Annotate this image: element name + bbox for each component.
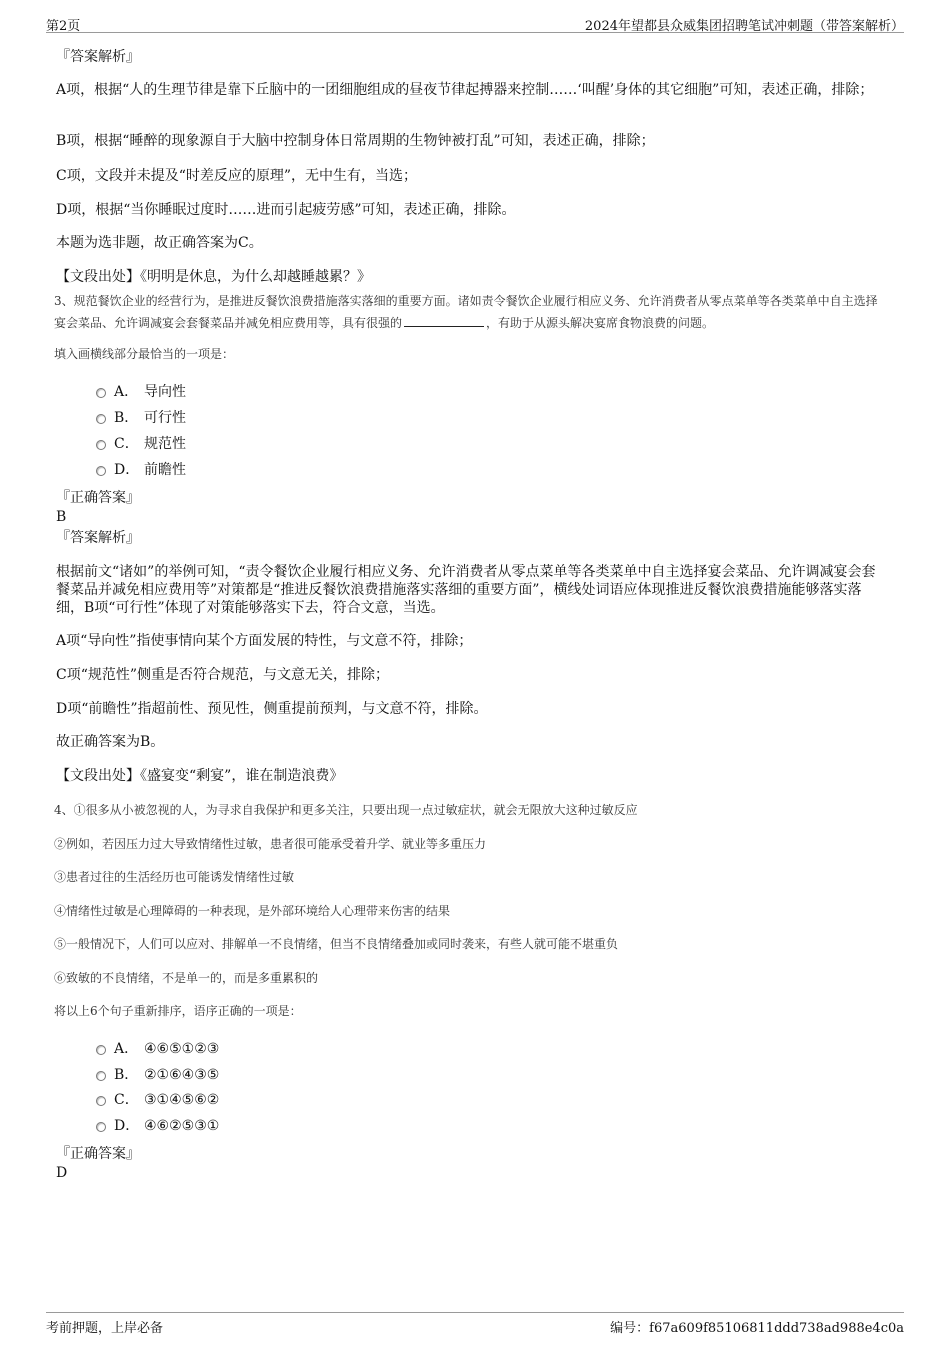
q4-sentence-1: 4、①很多从小被忽视的人，为寻求自我保护和更多关注，只要出现一点过敏症状，就会无限放大这种过敏反应 xyxy=(54,803,638,817)
option-text: ②①⑥④③⑤ xyxy=(144,1067,220,1083)
q3-conclusion: 故正确答案为B。 xyxy=(56,734,165,750)
option-text: ③①④⑤⑥② xyxy=(144,1092,220,1108)
option-label: A． xyxy=(114,384,139,400)
q3-source: 【文段出处】《盛宴变“剩宴”，谁在制造浪费》 xyxy=(56,768,344,784)
q2-analysis-d: D项，根据“当你睡眠过度时……进而引起疲劳感”可知，表述正确，排除。 xyxy=(56,202,516,218)
option-text: 导向性 xyxy=(144,384,186,400)
q4-sentence-2: ②例如，若因压力过大导致情绪性过敏，患者很可能承受着升学、就业等多重压力 xyxy=(54,837,487,851)
radio-icon[interactable] xyxy=(96,466,106,476)
q4-sentence-4: ④情绪性过敏是心理障碍的一种表现，是外部环境给人心理带来伤害的结果 xyxy=(54,904,451,918)
q2-conclusion: 本题为选非题，故正确答案为C。 xyxy=(56,235,263,251)
option-label: C． xyxy=(114,436,139,452)
q3-analysis-c: C项“规范性”侧重是否符合规范，与文意无关，排除； xyxy=(56,667,390,683)
q3-stem-part2: ，有助于从源头解决宴席食物浪费的问题。 xyxy=(486,316,715,330)
radio-icon[interactable] xyxy=(96,440,106,450)
q3-stem-part1: 3、规范餐饮企业的经营行为，是推进反餐饮浪费措施落实落细的重要方面。诸如责令餐饮企业履行相应义务、允许消费者从零点菜单等各类菜单中自主选择宴会菜品、允许调减宴会套餐菜品并减免相应费用等，具有很强的 xyxy=(54,294,878,330)
q4-sentence-6: ⑥致敏的不良情绪，不是单一的，而是多重累积的 xyxy=(54,971,319,985)
document-code: 编号：f67a609f85106811ddd738ad988e4c0a xyxy=(610,1321,904,1336)
radio-icon[interactable] xyxy=(96,1045,106,1055)
q3-analysis-d: D项“前瞻性”指超前性、预见性，侧重提前预判，与文意不符，排除。 xyxy=(56,701,488,717)
radio-icon[interactable] xyxy=(96,1071,106,1081)
radio-icon[interactable] xyxy=(96,1122,106,1132)
option-text: 可行性 xyxy=(144,410,186,426)
option-label: A． xyxy=(114,1041,139,1057)
page-header xyxy=(46,12,904,33)
fill-blank-line xyxy=(404,314,484,327)
q3-answer-title: 『正确答案』 xyxy=(56,490,140,506)
radio-icon[interactable] xyxy=(96,1096,106,1106)
radio-icon[interactable] xyxy=(96,388,106,398)
page-number: 第2页 xyxy=(46,19,81,34)
q4-prompt: 将以上6个句子重新排序，语序正确的一项是： xyxy=(54,1004,302,1018)
option-text: ④⑥⑤①②③ xyxy=(144,1041,220,1057)
radio-icon[interactable] xyxy=(96,414,106,424)
q3-analysis-title: 『答案解析』 xyxy=(56,530,140,546)
option-text: 前瞻性 xyxy=(144,462,186,478)
q2-analysis-title: 『答案解析』 xyxy=(56,49,140,65)
option-label: D． xyxy=(114,1118,140,1134)
q4-sentence-3: ③患者过往的生活经历也可能诱发情绪性过敏 xyxy=(54,870,295,884)
q2-analysis-b: B项，根据“睡醉的现象源自于大脑中控制身体日常周期的生物钟被打乱”可知，表述正确，排除； xyxy=(56,133,655,149)
q3-stem xyxy=(54,290,884,334)
option-label: C． xyxy=(114,1092,139,1108)
q3-prompt: 填入画横线部分最恰当的一项是： xyxy=(54,347,235,361)
option-label: B． xyxy=(114,1067,139,1083)
q2-source: 【文段出处】《明明是休息，为什么却越睡越累？》 xyxy=(56,269,371,285)
q4-answer-title: 『正确答案』 xyxy=(56,1146,140,1162)
q3-analysis: 根据前文“诸如”的举例可知，“责令餐饮企业履行相应义务、允许消费者从零点菜单等各类菜单中自主选择宴会菜品、允许调减宴会套餐菜品并减免相应费用等”对策都是“推进反餐饮浪费措施落实落细的重要方面”，横线处词语应体现推进反餐饮浪费措施能够落实落细，B项“可行性”体现了对策能够落实下去，符合文意，当选。 xyxy=(56,564,876,616)
q3-analysis-a: A项“导向性”指使事情向某个方面发展的特性，与文意不符，排除； xyxy=(56,633,473,649)
q2-analysis-c: C项，文段并未提及“时差反应的原理”，无中生有，当选； xyxy=(56,168,418,184)
option-text: 规范性 xyxy=(144,436,186,452)
q3-answer: B xyxy=(56,509,67,525)
q4-answer: D xyxy=(56,1165,68,1181)
option-label: D． xyxy=(114,462,140,478)
page-footer xyxy=(46,1312,904,1336)
document-title: 2024年望都县众威集团招聘笔试冲刺题（带答案解析） xyxy=(584,19,904,34)
option-text: ④⑥②⑤③① xyxy=(144,1118,220,1134)
q2-analysis-a: A项，根据“人的生理节律是靠下丘脑中的一团细胞组成的昼夜节律起搏器来控制……‘叫醒’身体的其它细胞”可知，表述正确，排除； xyxy=(56,82,874,98)
q4-sentence-5: ⑤一般情况下，人们可以应对、排解单一不良情绪，但当不良情绪叠加或同时袭来，有些人就可能不堪重负 xyxy=(54,937,619,951)
footer-slogan: 考前押题，上岸必备 xyxy=(46,1321,164,1336)
option-label: B． xyxy=(114,410,139,426)
